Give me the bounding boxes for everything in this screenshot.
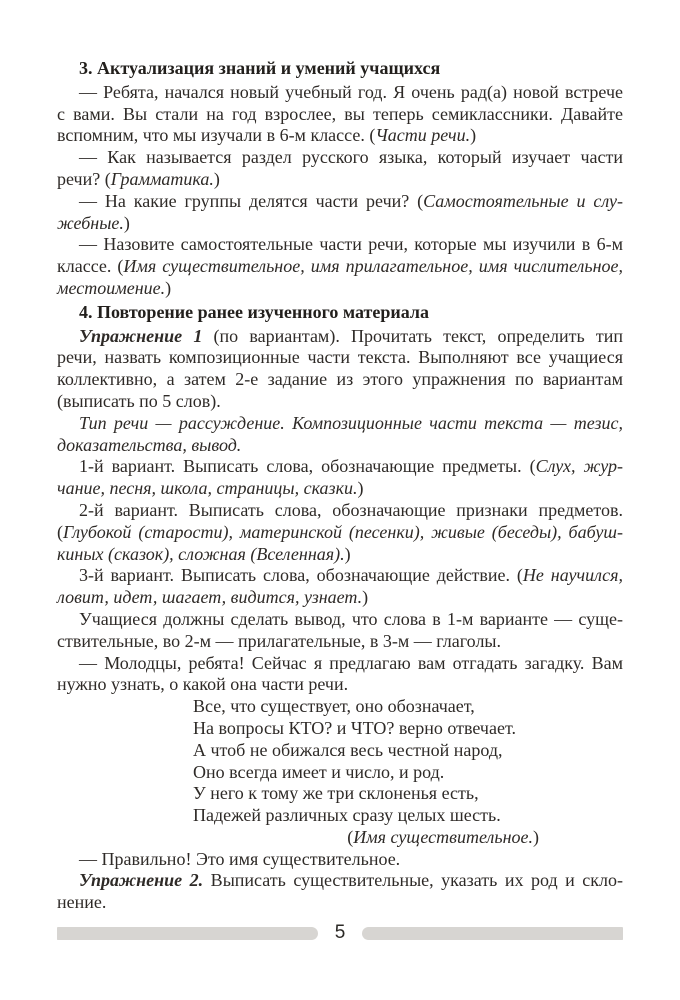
text-line (57, 653, 623, 675)
text-line (193, 740, 623, 762)
text-line (57, 278, 623, 300)
text-line (57, 169, 623, 191)
text-segment: — Ребята, начался новый учебный год. Я очень рад(а) новой встрече (79, 81, 623, 102)
text-line (57, 347, 623, 369)
text-segment: Самостоятельные и слу- (423, 190, 623, 211)
text-segment: ) (123, 212, 130, 233)
text-segment: чание, песня, школа, страницы, сказки. (57, 478, 358, 499)
text-segment: Все, что существует, оно обозначает, (193, 696, 475, 717)
text-line (57, 609, 623, 631)
text-segment: киных (сказок), сложная (Вселенная). (57, 543, 345, 564)
text-line (57, 213, 623, 235)
paragraph (57, 413, 623, 457)
text-segment: У него к тому же три склоненья есть, (193, 783, 479, 804)
text-line (57, 456, 623, 478)
text-segment: вспомним, что мы изучали в 6-м классе. ( (57, 125, 376, 146)
text-line (57, 544, 623, 566)
text-segment: ) (362, 587, 369, 608)
text-segment: местоимение. (57, 277, 166, 298)
text-segment: 4. Повторение ранее изученного материала (79, 301, 429, 322)
text-segment: Имя существительное. (353, 826, 533, 847)
attribution (193, 827, 539, 849)
text-segment: 3-й вариант. Выписать слова, обозначающие действие. ( (79, 565, 523, 586)
text-line (193, 718, 623, 740)
text-line (57, 565, 623, 587)
text-line (193, 696, 623, 718)
heading (57, 302, 623, 324)
text-line (57, 256, 623, 278)
text-line (57, 302, 623, 324)
text-segment: (выписать по 5 слов). (57, 390, 221, 411)
text-line (57, 82, 623, 104)
paragraph (57, 147, 623, 191)
text-segment: жебные. (57, 212, 124, 233)
text-line (57, 125, 623, 147)
text-segment: 2-й вариант. Выписать слова, обозначающие признаки предметов. (79, 499, 623, 520)
text-segment: Учащиеся должны сделать вывод, что слова в 1-м варианте — суще- (79, 608, 623, 629)
paragraph (57, 82, 623, 147)
text-line (57, 892, 623, 914)
text-segment: Грамматика. (110, 168, 214, 189)
text-segment: Выписать существительные, указать их род и скло- (203, 870, 623, 891)
text-segment: А чтоб не обижался весь честной народ, (193, 739, 503, 760)
text-segment: Глубокой (старости), материнской (песенки), живые (беседы), бабуш- (63, 521, 623, 542)
text-line (57, 58, 623, 80)
text-segment: речи? ( (57, 168, 111, 189)
text-segment: ) (533, 826, 539, 847)
footer-bar-left (57, 927, 318, 940)
paragraph (57, 500, 623, 565)
text-segment: нение. (57, 892, 107, 913)
text-line (57, 104, 623, 126)
text-segment: нужно узнать, о какой она части речи. (57, 674, 349, 695)
heading (57, 58, 623, 80)
text-segment: — Молодцы, ребята! Сейчас я предлагаю вам отгадать загадку. Вам (79, 652, 623, 673)
text-segment: ) (213, 168, 220, 189)
text-segment: коллективно, а затем 2-е задание из этого упражнения по вариантам (57, 369, 623, 390)
text-segment: с вами. Вы стали на год взрослее, вы теперь семиклассники. Давайте (57, 103, 623, 124)
paragraph (57, 870, 623, 914)
text-line (193, 762, 623, 784)
text-line (57, 191, 623, 213)
text-line (57, 631, 623, 653)
paragraph (57, 849, 623, 871)
text-line (193, 827, 539, 849)
text-segment: ( (57, 521, 63, 542)
text-segment: Оно всегда имеет и число, и род. (193, 761, 445, 782)
text-line (193, 783, 623, 805)
text-line (57, 369, 623, 391)
text-line (57, 849, 623, 871)
text-segment: доказательства, вывод. (57, 434, 242, 455)
text-line (57, 870, 623, 892)
paragraph (57, 234, 623, 299)
text-line (57, 674, 623, 696)
text-line (57, 522, 623, 544)
text-segment: ) (165, 277, 172, 298)
text-segment: — На какие группы делятся части речи? ( (79, 190, 424, 211)
text-line (57, 234, 623, 256)
text-segment: Части речи. (375, 125, 471, 146)
text-segment: Слух, жур- (535, 456, 623, 477)
paragraph (57, 456, 623, 500)
text-segment: ловит, идет, шагает, видится, узнает. (57, 587, 363, 608)
paragraph (57, 326, 623, 413)
text-segment: — Как называется раздел русского языка, который изучает части (79, 147, 623, 168)
text-line (57, 413, 623, 435)
text-line (57, 587, 623, 609)
footer-bar-right (362, 927, 623, 940)
page-content (57, 56, 623, 914)
text-line (57, 500, 623, 522)
text-line (57, 147, 623, 169)
paragraph (57, 191, 623, 235)
paragraph (57, 609, 623, 653)
text-line (57, 391, 623, 413)
text-segment: — Назовите самостоятельные части речи, которые мы изучили в 6-м (79, 234, 623, 255)
text-segment: Не научился, (522, 565, 623, 586)
text-line (57, 478, 623, 500)
text-segment: Падежей различных сразу целых шесть. (193, 805, 501, 826)
text-line (57, 326, 623, 348)
text-segment: 1-й вариант. Выписать слова, обозначающие предметы. ( (79, 456, 536, 477)
text-segment: ) (344, 543, 351, 564)
text-segment: классе. ( (57, 256, 124, 277)
text-segment: Упражнение 1 (79, 325, 203, 346)
page-number: 5 (334, 922, 346, 943)
text-segment: Имя существительное, имя прилагательное, имя числительное, (123, 256, 623, 277)
text-segment: Упражнение 2. (79, 870, 204, 891)
text-segment: ( (347, 826, 354, 847)
poem (193, 696, 623, 827)
text-segment: ствительные, во 2-м — прилагательные, в 3-м — глаголы. (57, 630, 502, 651)
text-segment: — Правильно! Это имя существительное. (79, 848, 401, 869)
paragraph (57, 565, 623, 609)
text-segment: 3. Актуализация знаний и умений учащихся (79, 58, 441, 78)
text-segment: Тип речи — рассуждение. Композиционные части текста — тезис, (79, 412, 623, 433)
text-line (57, 435, 623, 457)
text-segment: речи, назвать композиционные части текста. Выполняют все учащиеся (57, 347, 623, 368)
text-segment: На вопросы КТО? и ЧТО? верно отвечает. (193, 717, 516, 738)
page-footer (57, 922, 623, 943)
text-segment: ) (357, 478, 364, 499)
text-segment: ) (470, 125, 477, 146)
text-line (193, 805, 623, 827)
paragraph (57, 653, 623, 697)
text-segment: (по вариантам). Прочитать текст, определить тип (202, 325, 623, 346)
